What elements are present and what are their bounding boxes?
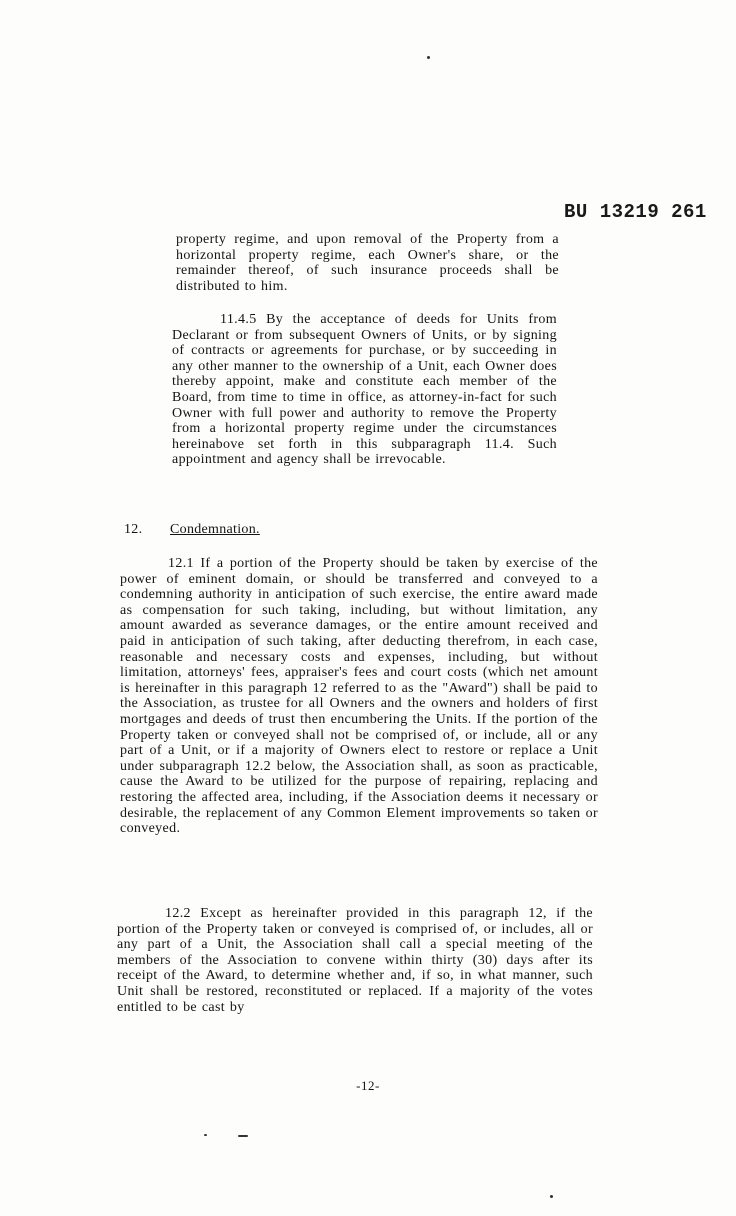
paragraph-12-2-text: 12.2 Except as hereinafter provided in this paragraph 12, if the portion of the Property taken or conveyed is comprised of, or includes, all or any part of a Unit, the Association shall call a special meeting of the members of the Association to convene within thirty (30) days after its receipt of the Award, to determine whether and, if so, in what manner, such Unit shall be restored, reconstituted or replaced. If a majority of the votes entitled to be cast by (117, 906, 593, 1015)
paragraph-continuation (176, 232, 559, 294)
paragraph-12-1 (120, 556, 598, 837)
section-number: 12. (124, 522, 143, 537)
paragraph-11-4-5 (172, 312, 557, 468)
paragraph-12-2 (117, 906, 593, 1015)
page-number: -12- (356, 1078, 380, 1093)
paragraph-12-1-text: 12.1 If a portion of the Property should be taken by exercise of the power of eminent domain, or should be transferred and conveyed to a condemning authority in anticipation of such exercise, the entire award made as compensation for such taking, including, but without limitation, any amount awarded as severance damages, or the entire amount received and paid in anticipation of such taking, after deducting therefrom, in each case, reasonable and necessary costs and expenses, including, but without limitation, attorneys' fees, appraiser's fees and court costs (which net amount is hereinafter in this paragraph 12 referred to as the "Award") shall be paid to the Association, as trustee for all Owners and the owners and holders of first mortgages and deeds of trust then encumbering the Units. If the portion of the Property taken or conveyed shall not be comprised of, or include, all or any part of a Unit, or if a majority of Owners elect to restore or replace a Unit under subparagraph 12.2 below, the Association shall, as soon as practicable, cause the Award to be utilized for the purpose of repairing, replacing and restoring the affected area, including, if the Association deems it necessary or desirable, the replacement of any Common Element improvements so taken or conveyed. (120, 556, 598, 837)
scan-speck (550, 1195, 553, 1198)
scan-speck (238, 1135, 248, 1137)
section-heading-12 (124, 522, 260, 538)
section-title: Condemnation. (170, 522, 260, 537)
recording-stamp: BU 13219 261 (564, 201, 707, 223)
scan-speck (204, 1134, 207, 1136)
paragraph-continuation-text: property regime, and upon removal of the Property from a horizontal property regime, each Owner's share, or the remainder thereof, of such insurance proceeds shall be distributed to him. (176, 232, 559, 294)
paragraph-11-4-5-text: 11.4.5 By the acceptance of deeds for Units from Declarant or from subsequent Owners of Units, or by signing of contracts or agreements for purchase, or by succeeding in any other manner to the ownership of a Unit, each Owner does thereby appoint, make and constitute each member of the Board, from time to time in office, as attorney-in-fact for such Owner with full power and authority to remove the Property from a horizontal property regime under the circumstances hereinabove set forth in this subparagraph 11.4. Such appointment and agency shall be irrevocable. (172, 312, 557, 468)
scan-speck (427, 56, 430, 59)
